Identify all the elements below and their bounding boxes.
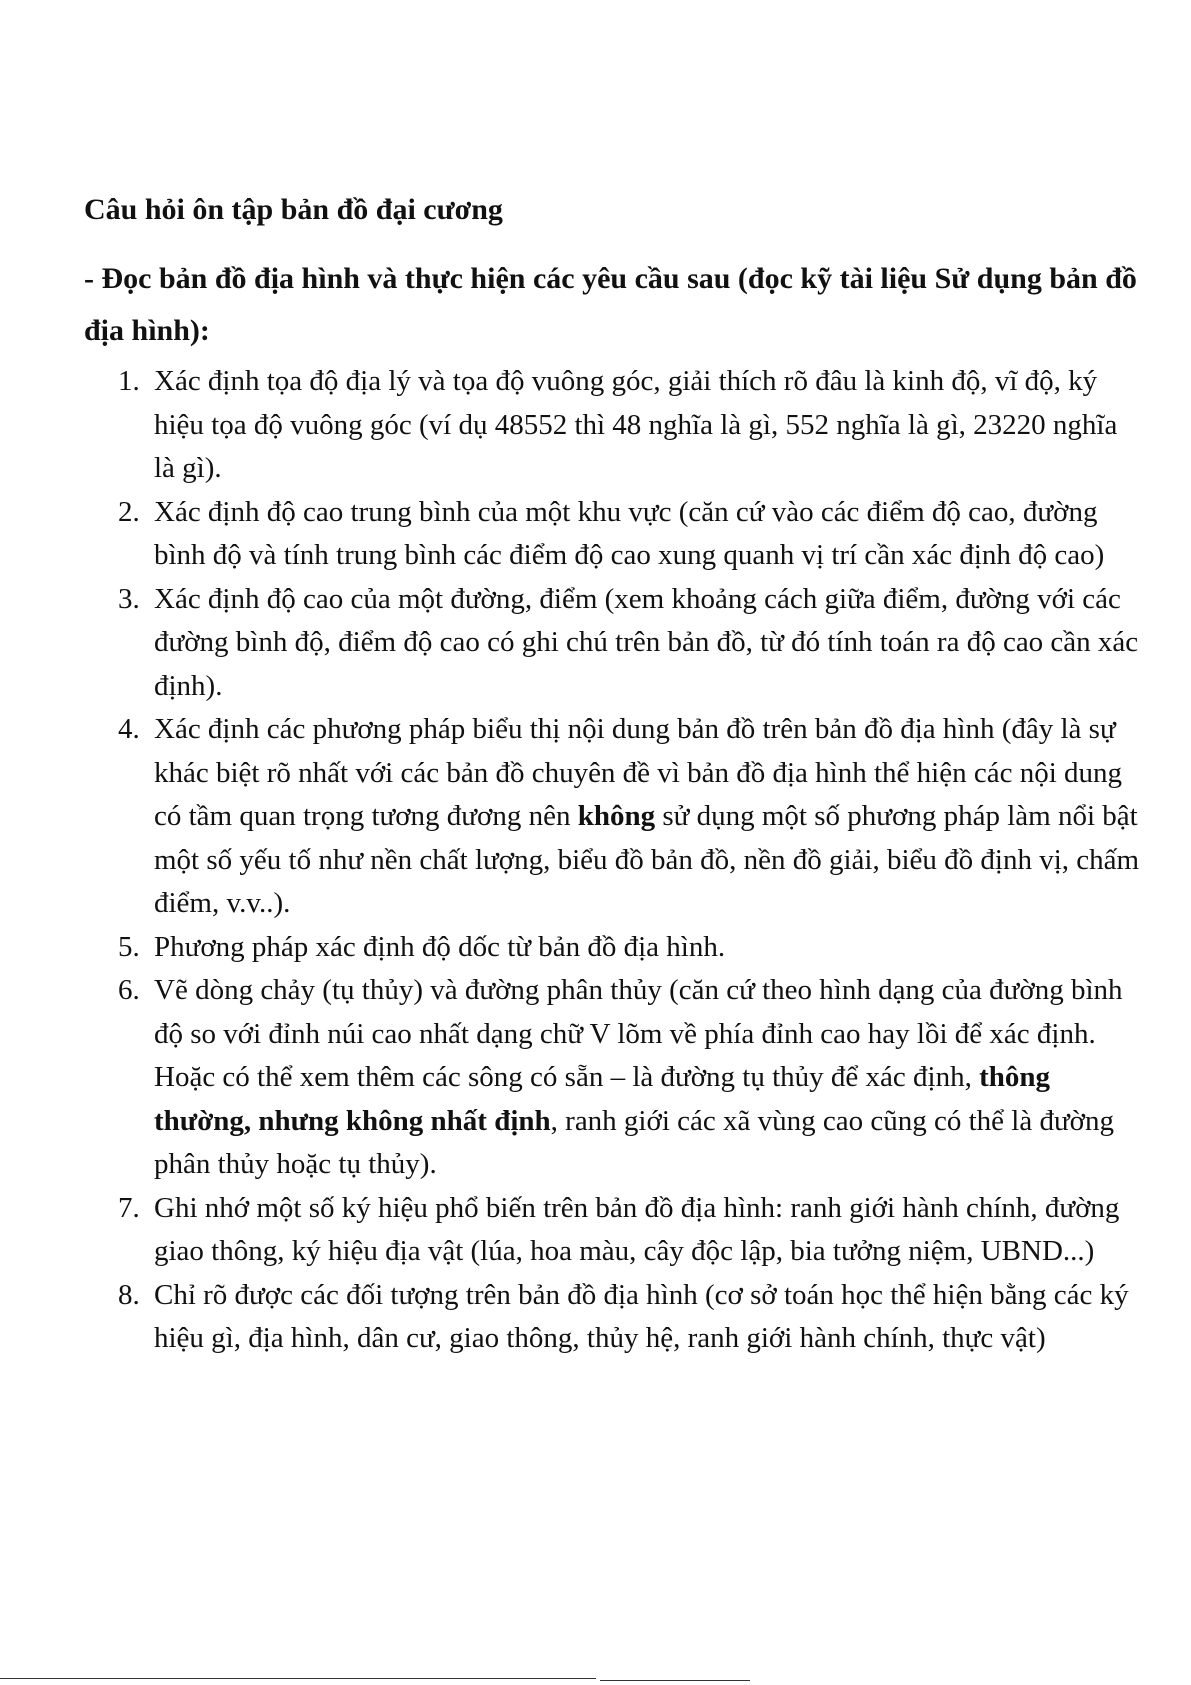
item-emphasis: thông thường, nhưng không nhất định <box>154 1061 1051 1137</box>
item-text: Xác định độ cao trung bình của một khu vực (căn cứ vào các điểm độ cao, đường bình độ và tính trung bình các điểm độ cao xung quanh vị trí cần xác định độ cao) <box>154 495 1105 571</box>
page-title: Câu hỏi ôn tập bản đồ đại cương <box>84 193 503 226</box>
item-text: Xác định độ cao của một đường, điểm (xem khoảng cách giữa điểm, đường với các đường bình độ, điểm độ cao có ghi chú trên bản đồ, từ đó tính toán ra độ cao cần xác định). <box>154 582 1139 702</box>
list-item-1 <box>84 360 1144 491</box>
list-item-4 <box>84 708 1144 926</box>
footer-divider-segment <box>600 1680 750 1681</box>
list-item-7 <box>84 1187 1144 1274</box>
item-emphasis: không <box>577 800 656 832</box>
item-number: 1. <box>118 365 140 397</box>
item-text-part-b: , ranh giới các xã vùng cao cũng có thể là đường phân thủy hoặc tụ thủy). <box>154 1104 1115 1180</box>
item-text: Ghi nhớ một số ký hiệu phổ biến trên bản đồ địa hình: ranh giới hành chính, đường giao thông, ký hiệu địa vật (lúa, hoa màu, cây độc lập, bia tưởng niệm, UBND...) <box>154 1191 1120 1267</box>
item-number: 4. <box>118 713 140 745</box>
item-number: 7. <box>118 1191 140 1224</box>
item-text: Xác định tọa độ địa lý và tọa độ vuông góc, giải thích rõ đâu là kinh độ, vĩ độ, ký hiệu tọa độ vuông góc (ví dụ 48552 thì 48 nghĩa là gì, 552 nghĩa là gì, 23220 nghĩa là gì). <box>154 365 1118 484</box>
list-item-6 <box>84 969 1144 1187</box>
item-text-part-a: Vẽ dòng chảy (tụ thủy) và đường phân thủy (căn cứ theo hình dạng của đường bình độ so với đỉnh núi cao nhất dạng chữ V lõm về phía đỉnh cao hay lồi để xác định. Hoặc có thể xem thêm các sông có sẵn – là đường tụ thủy để xác định, <box>154 974 1123 1093</box>
list-item-8 <box>84 1274 1144 1361</box>
question-list <box>84 360 1144 1361</box>
list-item-5 <box>84 926 1144 970</box>
item-number: 5. <box>118 930 140 963</box>
item-text-part-b: sử dụng một số phương pháp làm nổi bật một số yếu tố như nền chất lượng, biểu đồ bản đồ, nền đồ giải, biểu đồ định vị, chấm điểm, v.v..). <box>154 800 1140 919</box>
item-number: 6. <box>118 974 140 1006</box>
item-number: 2. <box>118 495 140 528</box>
section-instruction: - Đọc bản đồ địa hình và thực hiện các yêu cầu sau (đọc kỹ tài liệu Sử dụng bản đồ địa hình): <box>84 262 1137 347</box>
item-text: Chỉ rõ được các đối tượng trên bản đồ địa hình (cơ sở toán học thể hiện bằng các ký hiệu gì, địa hình, dân cư, giao thông, thủy hệ, ranh giới hành chính, thực vật) <box>154 1278 1129 1354</box>
list-item-3 <box>84 578 1144 709</box>
item-number: 8. <box>118 1278 140 1311</box>
item-text: Phương pháp xác định độ dốc từ bản đồ địa hình. <box>154 930 726 963</box>
item-number: 3. <box>118 582 140 615</box>
list-item-2 <box>84 491 1144 578</box>
item-text-part-a: Xác định các phương pháp biểu thị nội dung bản đồ trên bản đồ địa hình (đây là sự khác biệt rõ nhất với các bản đồ chuyên đề vì bản đồ địa hình thể hiện các nội dung có tầm quan trọng tương đương nên <box>154 713 1123 832</box>
